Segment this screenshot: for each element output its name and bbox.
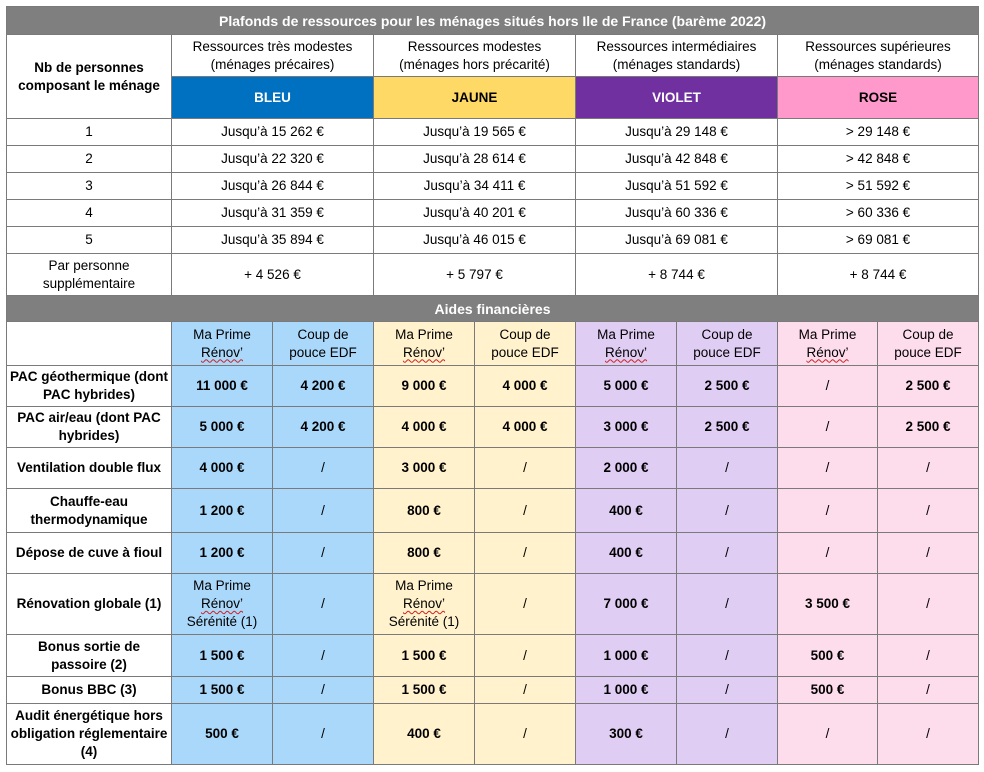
income-row xyxy=(7,200,979,227)
aid-amount-cell: / xyxy=(475,448,576,489)
aid-amount-cell: 1 200 € xyxy=(172,489,273,533)
aid-row xyxy=(7,635,979,677)
aid-label-cell: Audit énergétique hors obligation réglementaire (4) xyxy=(7,704,172,765)
aid-amount-cell: / xyxy=(778,366,878,407)
aid-amount-cell: 4 200 € xyxy=(273,407,374,448)
aid-amount-cell: 2 500 € xyxy=(677,407,778,448)
category-header-modest: Ressources modestes (ménages hors précarité) xyxy=(374,35,576,77)
aid-amount-cell: 800 € xyxy=(374,533,475,574)
aid-amount-cell: 4 000 € xyxy=(374,407,475,448)
aid-amount-cell: 3 000 € xyxy=(374,448,475,489)
aid-row xyxy=(7,366,979,407)
aid-header-ma-prime-renov: Ma Prime Rénov’ xyxy=(374,322,475,366)
household-size-cell: 4 xyxy=(7,200,172,227)
aid-amount-cell: 7 000 € xyxy=(576,574,677,635)
aid-header-ma-prime-renov: Ma Prime Rénov’ xyxy=(576,322,677,366)
aid-amount-cell: / xyxy=(475,574,576,635)
aid-amount-cell: 1 000 € xyxy=(576,635,677,677)
income-ceiling-cell: + 5 797 € xyxy=(374,254,576,296)
aid-amount-cell: / xyxy=(475,704,576,765)
aid-label-cell: Chauffe-eau thermodynamique xyxy=(7,489,172,533)
aid-amount-cell: 800 € xyxy=(374,489,475,533)
income-ceiling-cell: + 8 744 € xyxy=(778,254,979,296)
aid-header-empty xyxy=(7,322,172,366)
resources-aids-table xyxy=(6,6,979,765)
aid-amount-cell: / xyxy=(273,489,374,533)
color-label-violet: VIOLET xyxy=(576,77,778,119)
aid-amount-cell: / xyxy=(677,574,778,635)
aid-label-cell: PAC air/eau (dont PAC hybrides) xyxy=(7,407,172,448)
aid-amount-cell: 500 € xyxy=(172,704,273,765)
aid-amount-cell: 4 000 € xyxy=(475,366,576,407)
aid-amount-cell: / xyxy=(273,448,374,489)
category-header-superior: Ressources supérieures (ménages standards) xyxy=(778,35,979,77)
aid-amount-cell: 5 000 € xyxy=(172,407,273,448)
aid-header-coup-de-pouce-edf: Coup de pouce EDF xyxy=(677,322,778,366)
aid-header-coup-de-pouce-edf: Coup de pouce EDF xyxy=(878,322,979,366)
aid-amount-cell: 500 € xyxy=(778,635,878,677)
aid-amount-cell: / xyxy=(273,677,374,704)
income-ceiling-cell: Jusqu’à 51 592 € xyxy=(576,173,778,200)
aid-amount-cell: / xyxy=(778,533,878,574)
household-size-cell: Par personne supplémentaire xyxy=(7,254,172,296)
aid-amount-cell: 11 000 € xyxy=(172,366,273,407)
income-ceiling-cell: > 69 081 € xyxy=(778,227,979,254)
income-ceiling-cell: > 60 336 € xyxy=(778,200,979,227)
income-ceiling-cell: Jusqu’à 35 894 € xyxy=(172,227,374,254)
aid-amount-cell: / xyxy=(677,635,778,677)
income-ceiling-cell: + 8 744 € xyxy=(576,254,778,296)
aid-header-coup-de-pouce-edf: Coup de pouce EDF xyxy=(475,322,576,366)
table-title: Plafonds de ressources pour les ménages situés hors Ile de France (barème 2022) xyxy=(7,7,979,35)
aid-label-cell: Dépose de cuve à fioul xyxy=(7,533,172,574)
aids-section-title: Aides financières xyxy=(7,296,979,322)
income-ceiling-cell: Jusqu’à 31 359 € xyxy=(172,200,374,227)
aid-amount-cell: 9 000 € xyxy=(374,366,475,407)
table-body xyxy=(7,7,979,765)
aid-amount-cell: 1 500 € xyxy=(374,635,475,677)
aid-label-cell: Bonus sortie de passoire (2) xyxy=(7,635,172,677)
income-ceiling-cell: Jusqu’à 22 320 € xyxy=(172,146,374,173)
income-row xyxy=(7,119,979,146)
aid-amount-cell: Ma Prime Rénov’ Sérénité (1) xyxy=(374,574,475,635)
aid-amount-cell: 1 200 € xyxy=(172,533,273,574)
aid-amount-cell: 4 000 € xyxy=(172,448,273,489)
income-ceiling-cell: Jusqu’à 40 201 € xyxy=(374,200,576,227)
aid-amount-cell: 3 500 € xyxy=(778,574,878,635)
income-ceiling-cell: Jusqu’à 46 015 € xyxy=(374,227,576,254)
aid-amount-cell: 400 € xyxy=(576,533,677,574)
aid-amount-cell: 5 000 € xyxy=(576,366,677,407)
aid-amount-cell: 4 000 € xyxy=(475,407,576,448)
aid-amount-cell: / xyxy=(778,407,878,448)
aid-amount-cell: 400 € xyxy=(374,704,475,765)
aid-amount-cell: 2 500 € xyxy=(878,407,979,448)
aid-header-ma-prime-renov: Ma Prime Rénov’ xyxy=(172,322,273,366)
aid-label-cell: Ventilation double flux xyxy=(7,448,172,489)
aid-amount-cell: 2 500 € xyxy=(878,366,979,407)
aid-amount-cell: / xyxy=(878,635,979,677)
income-ceiling-cell: Jusqu’à 26 844 € xyxy=(172,173,374,200)
aid-label-cell: Rénovation globale (1) xyxy=(7,574,172,635)
income-row xyxy=(7,146,979,173)
aid-amount-cell: 500 € xyxy=(778,677,878,704)
income-ceiling-cell: > 42 848 € xyxy=(778,146,979,173)
aid-amount-cell: / xyxy=(778,704,878,765)
income-row xyxy=(7,254,979,296)
aid-amount-cell: / xyxy=(778,489,878,533)
aid-amount-cell: / xyxy=(475,533,576,574)
aid-amount-cell: / xyxy=(878,677,979,704)
household-size-cell: 5 xyxy=(7,227,172,254)
aid-amount-cell: Ma Prime Rénov’ Sérénité (1) xyxy=(172,574,273,635)
aid-amount-cell: 4 200 € xyxy=(273,366,374,407)
aid-amount-cell: / xyxy=(878,704,979,765)
aid-label-cell: PAC géothermique (dont PAC hybrides) xyxy=(7,366,172,407)
income-ceiling-cell: Jusqu’à 15 262 € xyxy=(172,119,374,146)
aid-amount-cell: / xyxy=(475,677,576,704)
aid-row xyxy=(7,574,979,635)
household-size-cell: 1 xyxy=(7,119,172,146)
aid-row xyxy=(7,407,979,448)
income-ceiling-cell: Jusqu’à 42 848 € xyxy=(576,146,778,173)
income-ceiling-cell: Jusqu’à 69 081 € xyxy=(576,227,778,254)
aid-amount-cell: 1 500 € xyxy=(172,635,273,677)
aid-amount-cell: 2 500 € xyxy=(677,366,778,407)
aid-amount-cell: / xyxy=(677,448,778,489)
aid-amount-cell: / xyxy=(778,448,878,489)
aid-row xyxy=(7,677,979,704)
income-ceiling-cell: Jusqu’à 19 565 € xyxy=(374,119,576,146)
income-ceiling-cell: Jusqu’à 60 336 € xyxy=(576,200,778,227)
aid-amount-cell: / xyxy=(878,533,979,574)
aid-amount-cell: / xyxy=(677,489,778,533)
aid-amount-cell: 2 000 € xyxy=(576,448,677,489)
aid-label-cell: Bonus BBC (3) xyxy=(7,677,172,704)
income-row xyxy=(7,227,979,254)
income-ceiling-cell: > 51 592 € xyxy=(778,173,979,200)
income-ceiling-cell: > 29 148 € xyxy=(778,119,979,146)
color-label-yellow: JAUNE xyxy=(374,77,576,119)
aid-row xyxy=(7,448,979,489)
aid-amount-cell: / xyxy=(273,635,374,677)
aid-amount-cell: / xyxy=(878,574,979,635)
aid-amount-cell: / xyxy=(677,533,778,574)
color-label-rose: ROSE xyxy=(778,77,979,119)
income-ceiling-cell: Jusqu’à 28 614 € xyxy=(374,146,576,173)
aid-row xyxy=(7,704,979,765)
aid-amount-cell: 1 000 € xyxy=(576,677,677,704)
aid-amount-cell: / xyxy=(878,489,979,533)
aid-row xyxy=(7,489,979,533)
income-row xyxy=(7,173,979,200)
aid-amount-cell: 1 500 € xyxy=(374,677,475,704)
aid-header-coup-de-pouce-edf: Coup de pouce EDF xyxy=(273,322,374,366)
aid-amount-cell: / xyxy=(677,677,778,704)
household-size-cell: 2 xyxy=(7,146,172,173)
aid-amount-cell: 1 500 € xyxy=(172,677,273,704)
aid-amount-cell: / xyxy=(878,448,979,489)
household-size-header: Nb de personnes composant le ménage xyxy=(7,35,172,119)
aid-amount-cell: 3 000 € xyxy=(576,407,677,448)
aid-amount-cell: 300 € xyxy=(576,704,677,765)
household-size-cell: 3 xyxy=(7,173,172,200)
income-ceiling-cell: Jusqu’à 34 411 € xyxy=(374,173,576,200)
income-ceiling-cell: Jusqu’à 29 148 € xyxy=(576,119,778,146)
aid-amount-cell: / xyxy=(273,704,374,765)
aid-amount-cell: / xyxy=(273,533,374,574)
category-header-intermediate: Ressources intermédiaires (ménages standards) xyxy=(576,35,778,77)
aid-amount-cell: / xyxy=(273,574,374,635)
aid-amount-cell: / xyxy=(475,635,576,677)
aid-amount-cell: / xyxy=(475,489,576,533)
category-header-very-modest: Ressources très modestes (ménages précaires) xyxy=(172,35,374,77)
aid-amount-cell: 400 € xyxy=(576,489,677,533)
aid-amount-cell: / xyxy=(677,704,778,765)
aid-header-ma-prime-renov: Ma Prime Rénov’ xyxy=(778,322,878,366)
color-label-blue: BLEU xyxy=(172,77,374,119)
aid-row xyxy=(7,533,979,574)
income-ceiling-cell: + 4 526 € xyxy=(172,254,374,296)
